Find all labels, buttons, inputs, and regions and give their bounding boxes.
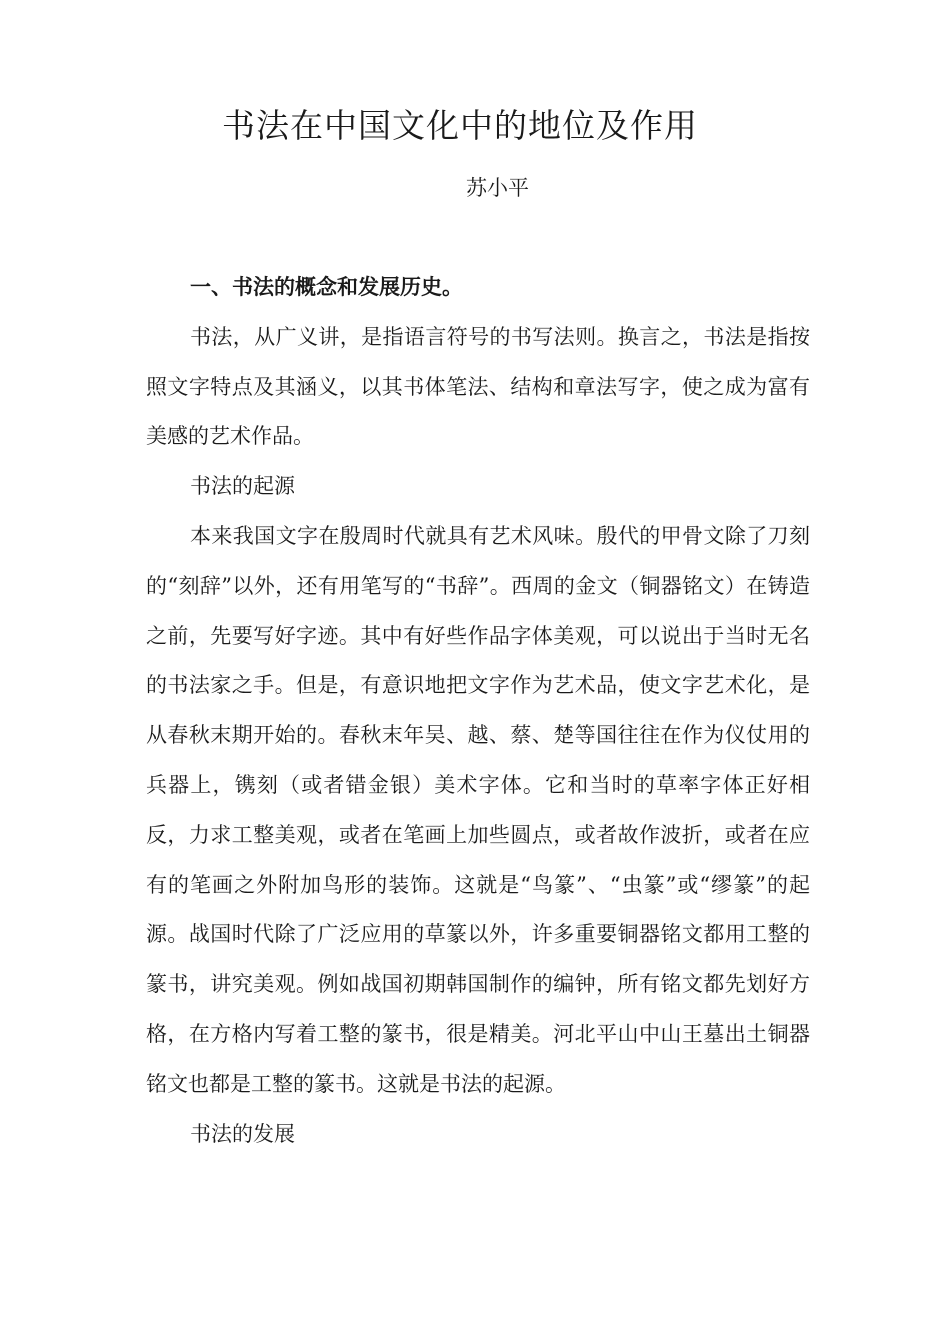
paragraph-origin: 本来我国文字在殷周时代就具有艺术风味。殷代的甲骨文除了刀刻的“刻辞”以外，还有用笔写的“书辞”。西周的金文（铜器铭文）在铸造之前，先要写好字迹。其中有好些作品字体美观，可以说出于当时无名的书法家之手。但是，有意识地把文字作为艺术品，使文字艺术化，是从春秋末期开始的。春秋末年吴、越、蔡、楚等国往往在作为仪仗用的兵器上，镌刻（或者错金银）美术字体。它和当时的草率字体正好相反，力求工整美观，或者在笔画上加些圆点，或者故作波折，或者在应有的笔画之外附加鸟形的装饰。这就是“鸟篆”、“虫篆”或“缪篆”的起源。战国时代除了广泛应用的草篆以外，许多重要铜器铭文都用工整的篆书，讲究美观。例如战国初期韩国制作的编钟，所有铭文都先划好方格，在方格内写着工整的篆书，很是精美。河北平山中山王墓出土铜器铭文也都是工整的篆书。这就是书法的起源。 xyxy=(146,523,810,1096)
document-title: 书法在中国文化中的地位及作用 xyxy=(222,106,698,145)
author-name: 苏小平 xyxy=(466,176,529,200)
document-body xyxy=(146,263,810,1159)
section-heading: 一、书法的概念和发展历史。 xyxy=(190,275,463,299)
paragraph-definition: 书法，从广义讲，是指语言符号的书写法则。换言之，书法是指按照文字特点及其涵义，以其书体笔法、结构和章法写字，使之成为富有美感的艺术作品。 xyxy=(146,324,810,449)
subheading-development: 书法的发展 xyxy=(190,1121,295,1146)
subheading-origin: 书法的起源 xyxy=(190,474,295,499)
